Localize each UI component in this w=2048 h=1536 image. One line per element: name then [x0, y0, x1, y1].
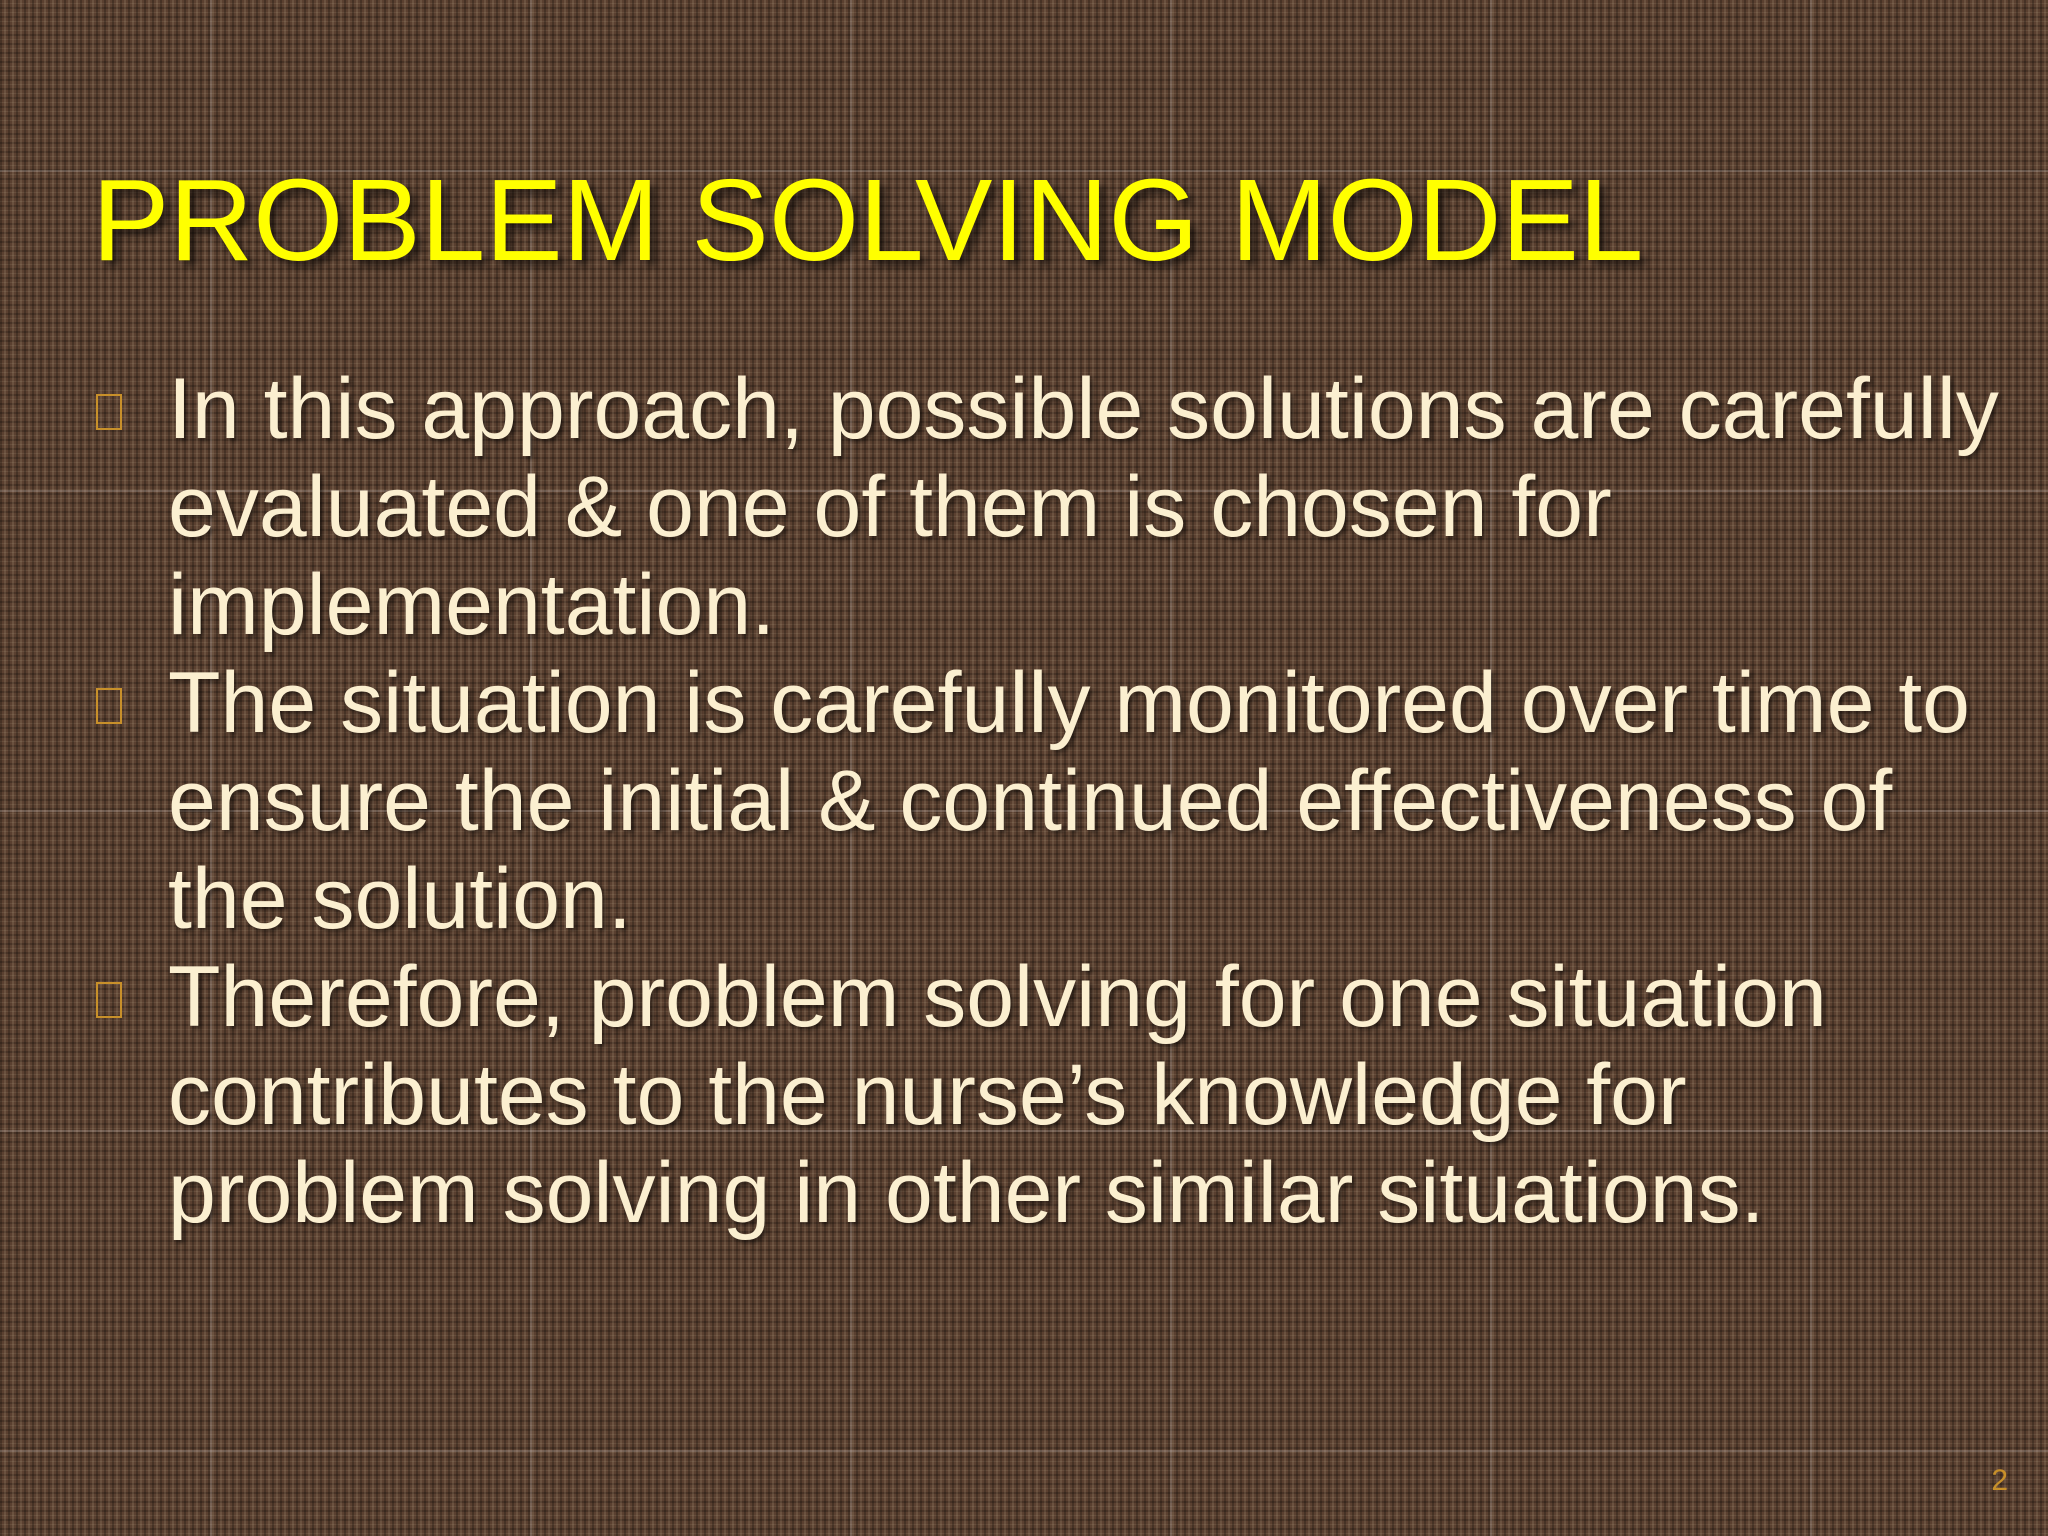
hollow-square-icon [96, 982, 122, 1018]
bullet-list [96, 360, 2016, 1242]
slide-number: 2 [1991, 1464, 2008, 1497]
list-item [96, 360, 2016, 654]
bullet-text: The situation is carefully monitored over time to ensure the initial & continued effectiveness of the solution. [168, 655, 1971, 947]
slide-title: PROBLEM SOLVING MODEL [92, 155, 1644, 285]
list-item [96, 654, 2016, 948]
list-item [96, 948, 2016, 1242]
hollow-square-icon [96, 688, 122, 724]
hollow-square-icon [96, 394, 122, 430]
bullet-text: Therefore, problem solving for one situation contributes to the nurse’s knowledge for problem solving in other similar situations. [168, 949, 1827, 1241]
bullet-text: In this approach, possible solutions are carefully evaluated & one of them is chosen for implementation. [168, 361, 1999, 653]
